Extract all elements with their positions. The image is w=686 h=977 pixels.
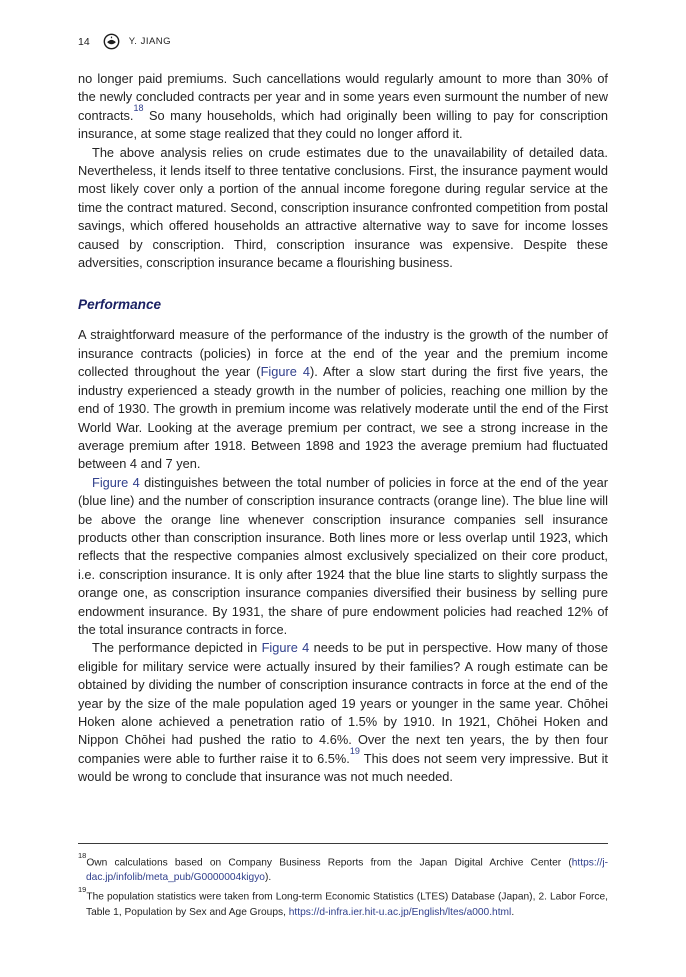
footnote-ref-19[interactable]: 19 <box>349 745 360 756</box>
footnotes-section <box>78 843 608 920</box>
footnote-18 <box>78 851 608 885</box>
footnote-19 <box>78 885 608 919</box>
section-heading-performance: Performance <box>78 297 162 313</box>
footnote-text: ). <box>264 872 272 884</box>
footnote-text: The population statistics were taken from Long-term Economic Statistics (LTES) Database (Japan), 2. Labor Force, Table 1, Population by Sex and Age Groups, <box>86 891 608 918</box>
body-text-segment: The above analysis relies on crude estimates due to the unavailability of detailed data. Nevertheless, it lends itself to three tentative conclusions. First, the insurance payment would most likely cover only a portion of the annual income foregone during regular service at the time the contract matured. Second, conscription insurance confronted competition from postal savings, which offered households an attractive alternative way to save for income losses caused by conscription. Third, conscription insurance was expensive. Despite these adversities, conscription insurance became a flourishing business. <box>78 144 608 271</box>
footnote-18-url-link[interactable]: https://j-dac.jp/infolib/meta_pub/G0000004kigyo <box>86 857 608 884</box>
body-text-segment: no longer paid premiums. Such cancellations would regularly amount to more than 30% of the newly concluded contracts per year and in some years even surmount the number of new contracts. <box>78 71 608 123</box>
body-text-segment: ). After a slow start during the first five years, the industry experienced a steady growth in the number of policies, reaching one million by the end of 1930. The growth in premium income was relatively moderate until the end of the First World War. Looking at the average premium per contract, we see a strong increase in the average premium after 1918. Between 1898 and 1923 the average premium had fluctuated between 4 and 7 yen. <box>78 364 608 472</box>
body-text-segment: So many households, which had originally been willing to pay for conscription insurance, at some stage realized that they could no longer afford it. <box>78 107 608 142</box>
footnote-marker-19: 19 <box>78 885 87 895</box>
paragraph-cancellations <box>78 70 608 144</box>
footnote-rule <box>78 843 608 844</box>
running-head-author: Y. JIANG <box>128 36 172 47</box>
body-text-segment: The performance depicted in <box>92 640 262 656</box>
footnote-marker-18: 18 <box>78 850 87 860</box>
page-number: 14 <box>78 35 90 48</box>
article-body <box>78 70 608 850</box>
footnote-text: . <box>511 906 515 918</box>
footnote-text: Own calculations based on Company Business Reports from the Japan Digital Archive Center ( <box>86 857 572 869</box>
body-text-segment: needs to be put in perspective. How many of those eligible for military service were actually insured by their families? A rough estimate can be obtained by dividing the number of conscription insurance contracts in force at the end of the year by the size of the male population aged 19 years or younger in the same year. Chōhei Hoken alone achieved a penetration ratio of 1.5% by 1910. In 1921, Chōhei Hoken and Nippon Chōhei had pushed the ratio to 4.6%. Over the next ten years, the by then four companies were able to further raise it to 6.5%. <box>78 640 608 766</box>
paragraph-conclusions <box>78 144 608 273</box>
footnote-ref-18[interactable]: 18 <box>133 102 144 113</box>
paragraph-measure <box>78 326 608 473</box>
paragraph-figure4-lines <box>78 474 608 640</box>
footnote-19-url-link[interactable]: https://d-infra.ier.hit-u.ac.jp/English/ltes/a000.html <box>288 906 512 918</box>
body-text-segment: This does not seem very impressive. But it would be wrong to conclude that insurance was not much needed. <box>78 750 608 785</box>
page-header <box>78 33 608 50</box>
body-text-segment: A straightforward measure of the performance of the industry is the growth of the number of insurance contracts (policies) in force at the end of the year and the premium income collected throughout the year ( <box>78 327 608 380</box>
figure-4-link[interactable]: Figure 4 <box>260 364 310 380</box>
figure-4-link[interactable]: Figure 4 <box>261 640 310 656</box>
paragraph-penetration <box>78 639 608 786</box>
publisher-logo-icon <box>103 33 120 50</box>
body-text-segment: distinguishes between the total number of policies in force at the end of the year (blue line) and the number of conscription insurance contracts (orange line). The blue line will be above the orange line whenever conscription insurance companies sell insurance products other than conscription insurance. Both lines more or less overlap until 1923, which reflects that the respective companies almost exclusively specialized on their core product, i.e. conscription insurance. It is only after 1924 that the blue line starts to slightly surpass the orange one, as conscription insurance companies diversified their business by selling pure endowment insurance. By 1931, the share of pure endowment policies had reached 12% of the total insurance contracts in force. <box>78 474 608 637</box>
figure-4-link[interactable]: Figure 4 <box>92 474 140 490</box>
